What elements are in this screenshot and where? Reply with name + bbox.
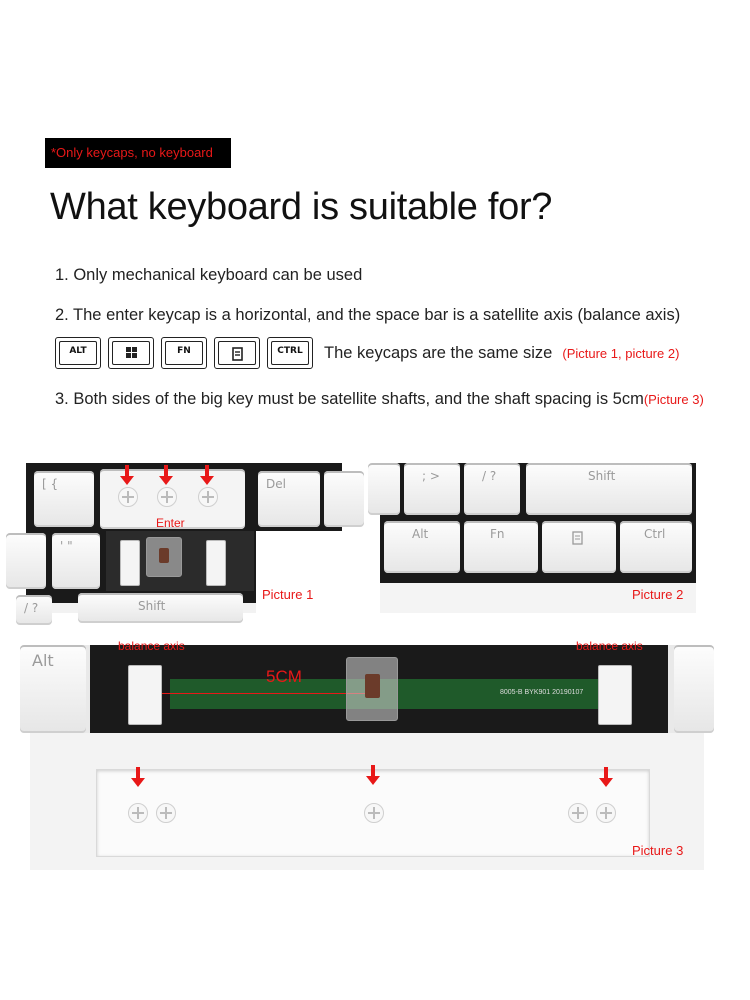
balance-axis-label-left: balance axis	[118, 639, 185, 653]
key-quote: ' "	[52, 533, 100, 589]
distance-label: 5CM	[266, 667, 302, 686]
stabilizer-left	[120, 540, 140, 586]
picture-3-label: Picture 3	[632, 843, 684, 858]
key-alt-fragment: Alt	[20, 645, 86, 733]
mechanical-switch	[146, 537, 182, 577]
keycap-post	[118, 487, 138, 507]
key-edge	[324, 471, 364, 527]
fn-key-icon: FN	[161, 337, 207, 369]
keycap-post	[198, 487, 218, 507]
keycap-post	[364, 803, 384, 823]
windows-icon	[108, 337, 154, 369]
rule-3-text: 3. Both sides of the big key must be satellite shafts, and the shaft spacing is 5cm	[55, 390, 644, 408]
stabilizer-left	[128, 665, 162, 725]
picture-3	[30, 639, 704, 870]
key-bracket: [ {	[34, 471, 94, 527]
key-edge-left	[6, 533, 46, 589]
rule-3-ref: (Picture 3)	[643, 392, 704, 407]
enter-label: Enter	[156, 516, 185, 530]
keycap-post	[568, 803, 588, 823]
keycap-icon-row	[55, 333, 679, 373]
key-shift: Shift	[78, 593, 243, 623]
rule-1: 1. Only mechanical keyboard can be used	[55, 266, 363, 284]
menu-icon	[214, 337, 260, 369]
picture-2-label: Picture 2	[632, 587, 684, 602]
distance-line	[148, 693, 368, 694]
key-menu	[542, 521, 616, 573]
key-question: / ?	[464, 463, 520, 515]
keycap-post	[157, 487, 177, 507]
rule-3	[55, 390, 704, 409]
menu-icon	[572, 531, 584, 545]
key-slash: / ?	[16, 595, 52, 625]
balance-axis-label-right: balance axis	[576, 639, 643, 653]
keycap-post	[128, 803, 148, 823]
keycap-post	[596, 803, 616, 823]
picture-1-label: Picture 1	[262, 587, 314, 602]
picture-1	[26, 463, 342, 613]
key-edge	[368, 463, 400, 515]
notice-banner: *Only keycaps, no keyboard	[45, 138, 231, 168]
ctrl-key-icon: CTRL	[267, 337, 313, 369]
key-shift: Shift	[526, 463, 692, 515]
same-size-ref: (Picture 1, picture 2)	[562, 345, 680, 361]
alt-key-icon: ALT	[55, 337, 101, 369]
key-edge	[674, 645, 714, 733]
key-ctrl: Ctrl	[620, 521, 692, 573]
page-title: What keyboard is suitable for?	[50, 186, 553, 228]
key-fn: Fn	[464, 521, 538, 573]
stabilizer-right	[206, 540, 226, 586]
key-alt: Alt	[384, 521, 460, 573]
key-del: Del	[258, 471, 320, 527]
keycap-post	[156, 803, 176, 823]
rule-2: 2. The enter keycap is a horizontal, and the space bar is a satellite axis (balance axis)	[55, 306, 681, 324]
pcb-text: 8005-B BYK901 20190107	[500, 689, 584, 696]
key-semicolon: ; >	[404, 463, 460, 515]
mechanical-switch	[346, 657, 398, 721]
stabilizer-right	[598, 665, 632, 725]
same-size-text: The keycaps are the same size	[324, 343, 553, 362]
picture-2	[380, 463, 696, 613]
